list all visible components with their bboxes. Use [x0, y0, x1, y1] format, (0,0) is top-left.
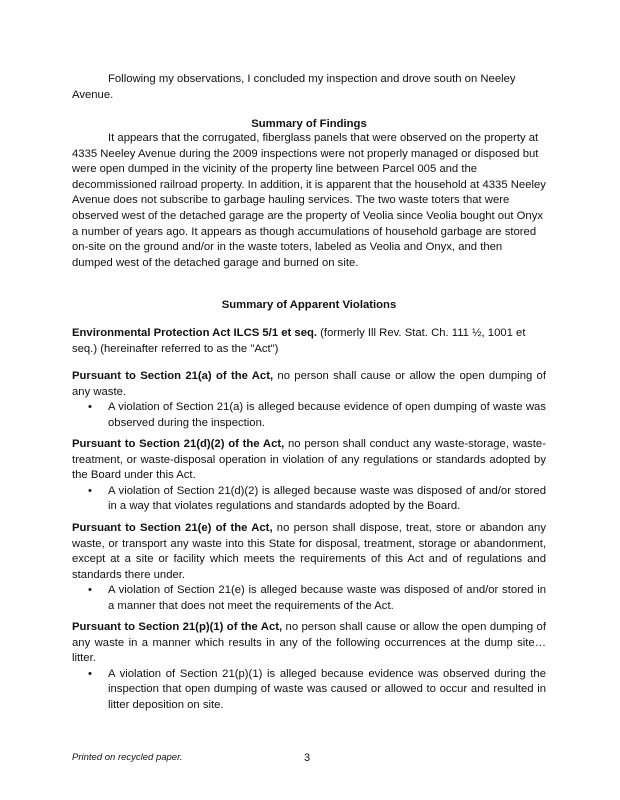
violation-bullet-item: [72, 400, 546, 431]
violation-section-21a: [72, 369, 546, 431]
bullet-icon: •: [88, 401, 92, 414]
bullet-icon: •: [88, 484, 92, 497]
act-reference: [72, 326, 546, 357]
section-title: Pursuant to Section 21(e) of the Act,: [72, 522, 273, 534]
violation-list: [72, 400, 546, 431]
bullet-text: A violation of Section 21(p)(1) is alleged because evidence was observed during the inspection that open dumping of waste was caused or allowed to occur and resulted in litter deposition on site.: [108, 667, 546, 711]
bullet-text: A violation of Section 21(a) is alleged because evidence of open dumping of waste was observed during the inspection.: [108, 401, 546, 429]
violation-section-21d2: [72, 437, 546, 515]
violation-list: [72, 667, 546, 714]
section-title: Pursuant to Section 21(a) of the Act,: [72, 370, 274, 382]
summary-findings-paragraph: It appears that the corrugated, fiberglass panels that were observed on the property at 4335 Neeley Avenue during the 2009 inspections were not properly managed or disposed but were open dumped in the vicinity of the property line between Parcel 005 and the decommissioned railroad property. In addition, it is apparent that the household at 4335 Neeley Avenue does not subscribe to garbage hauling services. The two waste toters that were observed west of the detached garage are the property of Veolia since Veolia bought out Onyx a number of years ago. It appears as though accumulations of household garbage are stored on-site on the ground and/or in the waste toters, labeled as Veolia and Onyx, and then dumped west of the detached garage and burned on site.: [72, 132, 546, 269]
summary-findings-heading: Summary of Findings: [251, 118, 367, 130]
section-title: Pursuant to Section 21(p)(1) of the Act,: [72, 621, 283, 633]
bullet-text: A violation of Section 21(d)(2) is alleged because waste was disposed of and/or stored in a way that violates regulations and standards adopted by the Board.: [108, 484, 546, 513]
violation-list: [72, 583, 546, 614]
violation-bullet-item: [72, 667, 546, 714]
summary-violations-heading: Summary of Apparent Violations: [221, 299, 397, 311]
violation-list: [72, 484, 546, 515]
section-text: no person shall cause or allow the open dumping of any waste.: [72, 370, 546, 398]
section-text: no person shall dispose, treat, store or abandon any waste, or transport any waste into this State for disposal, treatment, storage or abandonment, except at a site or facility which meets the requirements of this Act and of regulations and standards there under.: [72, 522, 546, 581]
act-title: Environmental Protection Act ILCS 5/1 et seq.: [72, 327, 318, 339]
violation-bullet-item: [72, 583, 546, 614]
section-title: Pursuant to Section 21(d)(2) of the Act,: [72, 438, 285, 450]
page-number: 3: [304, 752, 311, 764]
intro-paragraph: Following my observations, I concluded my inspection and drove south on Neeley Avenue.: [72, 73, 516, 101]
bullet-icon: •: [88, 667, 92, 680]
act-description: (formerly Ill Rev. Stat. Ch. 111 ½, 1001 et seq.) (hereinafter referred to as the "Act"): [72, 327, 526, 355]
violation-bullet-item: [72, 484, 546, 515]
violation-section-21e: [72, 521, 546, 615]
recycled-paper-note: Printed on recycled paper.: [72, 752, 183, 763]
bullet-icon: •: [88, 584, 92, 597]
section-text: no person shall conduct any waste-storage, waste-treatment, or waste-disposal operation in violation of any regulations or standards adopted by the Board under this Act.: [72, 438, 546, 482]
section-text: no person shall cause or allow the open dumping of any waste in a manner which results in any of the following occurrences at the dump site…litter.: [72, 621, 546, 665]
violation-section-21p1: [72, 620, 546, 714]
bullet-text: A violation of Section 21(e) is alleged because waste was disposed of and/or stored in a manner that does not meet the requirements of the Act.: [108, 584, 546, 612]
